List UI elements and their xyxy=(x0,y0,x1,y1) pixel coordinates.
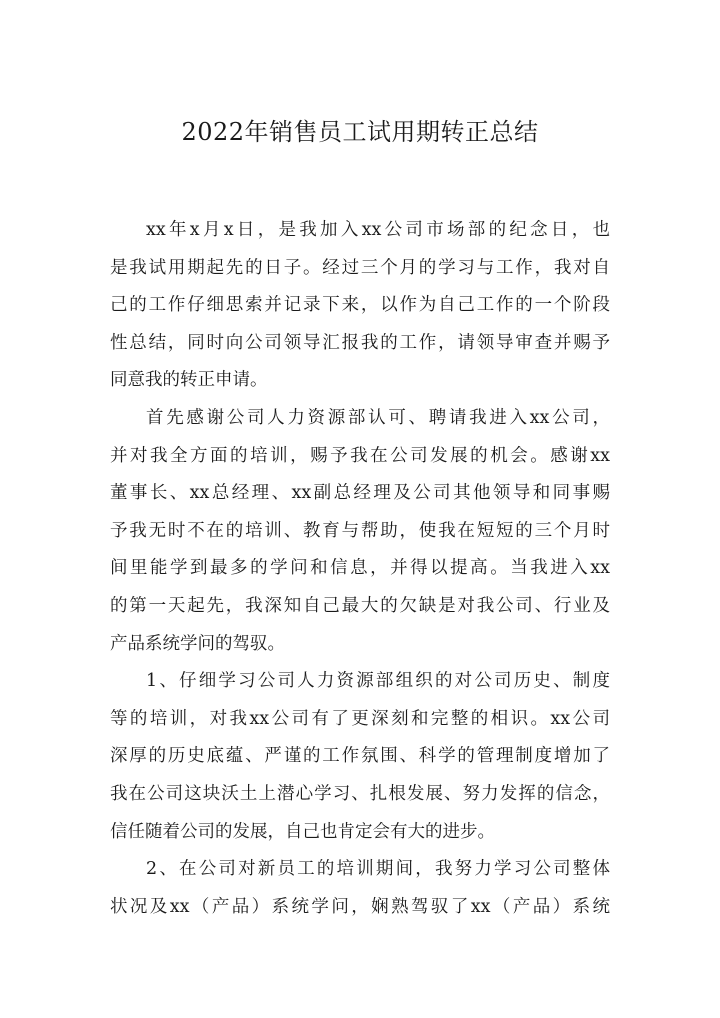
text-line: 并对我全方面的培训，赐予我在公司发展的机会。感谢xx xyxy=(110,445,610,466)
text-line: 间里能学到最多的学问和信息，并得以提高。当我进入xx xyxy=(110,558,610,579)
text-line: 信任随着公司的发展，自己也肯定会有大的进步。 xyxy=(110,821,495,842)
text-line: 董事长、xx总经理、xx副总经理及公司其他领导和同事赐 xyxy=(110,483,610,504)
text-line: 1、仔细学习公司人力资源部组织的对公司历史、制度 xyxy=(146,671,610,692)
text-line: 2、在公司对新员工的培训期间，我努力学习公司整体 xyxy=(146,859,610,880)
text-line: 己的工作仔细思索并记录下来，以作为自己工作的一个阶段 xyxy=(110,295,610,316)
text-line: 是我试用期起先的日子。经过三个月的学习与工作，我对自 xyxy=(110,257,610,278)
text-line: 予我无时不在的培训、教育与帮助，使我在短短的三个月时 xyxy=(110,520,610,541)
text-line: 的第一天起先，我深知自己最大的欠缺是对我公司、行业及 xyxy=(110,595,610,616)
text-line: xx年x月x日，是我加入xx公司市场部的纪念日，也 xyxy=(146,220,610,240)
text-line: 产品系统学问的驾驭。 xyxy=(110,633,285,654)
text-line: 深厚的历史底蕴、严谨的工作氛围、科学的管理制度增加了 xyxy=(110,746,610,767)
text-line: 我在公司这块沃土上潜心学习、扎根发展、努力发挥的信念， xyxy=(110,783,610,804)
document-title: 2022年销售员工试用期转正总结 xyxy=(181,118,539,146)
text-line: 性总结，同时向公司领导汇报我的工作，请领导审查并赐予 xyxy=(110,332,610,353)
text-line: 首先感谢公司人力资源部认可、聘请我进入xx公司， xyxy=(146,407,610,428)
document-body xyxy=(110,212,610,926)
text-line: 同意我的转正申请。 xyxy=(110,370,268,391)
text-line: 状况及xx（产品）系统学问，娴熟驾驭了xx（产品）系统 xyxy=(110,896,610,917)
text-line: 等的培训，对我xx公司有了更深刻和完整的相识。xx公司 xyxy=(110,708,610,729)
